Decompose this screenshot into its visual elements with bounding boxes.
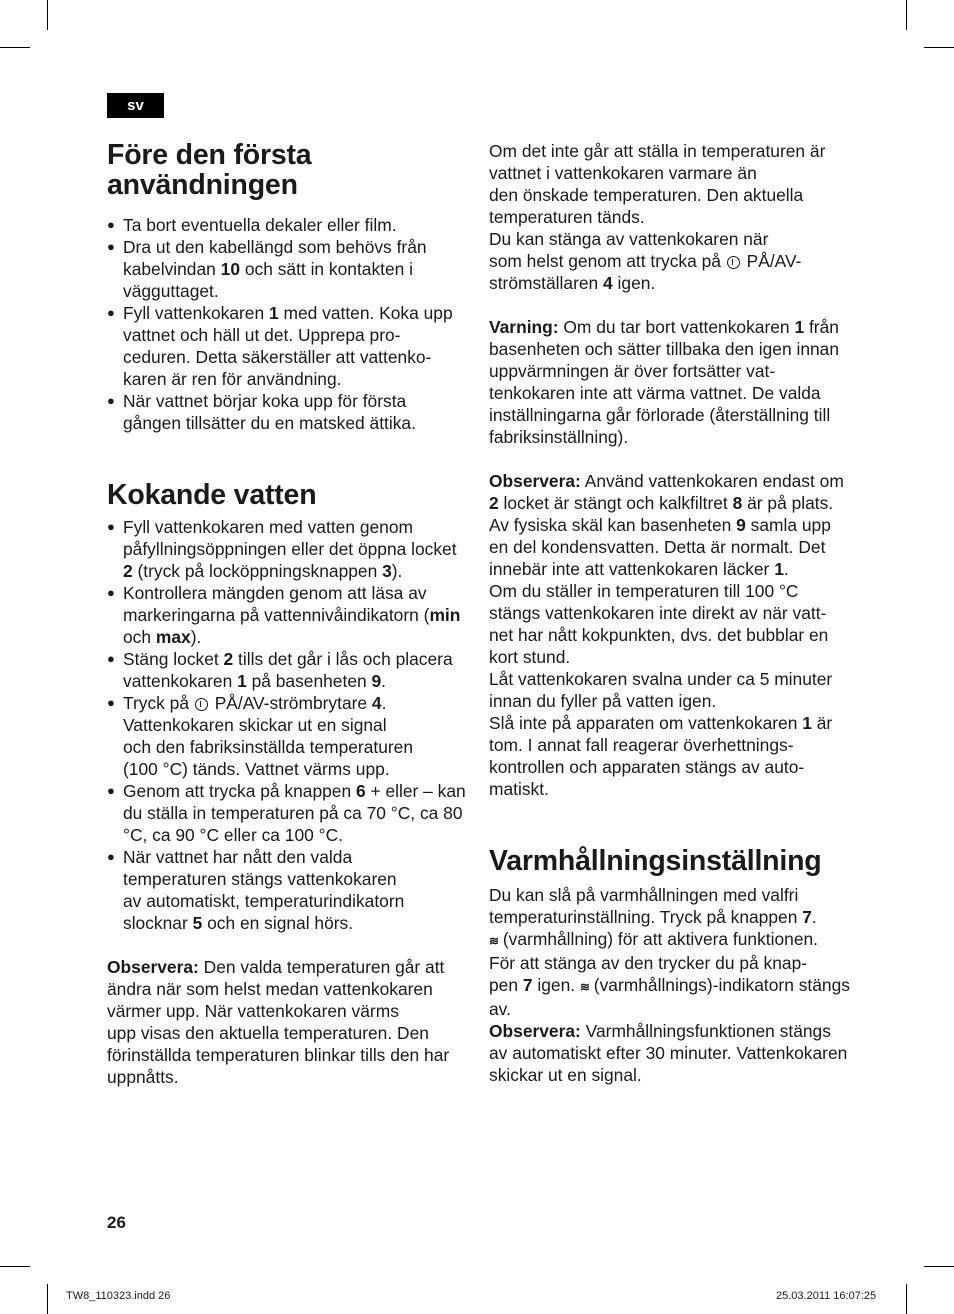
section-title-keep-warm: Varmhållningsinställning [489,845,822,877]
list-item: ● Kontrollera mängden genom att läsa av markeringarna på vattennivåindikatorn (min och max). [107,582,467,648]
paragraph: Du kan slå på varmhållningen med valfri temperaturinställning. Tryck på knappen 7. ≋ (varmhållning) för att aktivera funktionen. För att stänga av den trycker du på knap- pen 7 igen. ≋ (varmhållnings)-indikatorn stängs av. Observera: Varmhållningsfunktionen stängs av automatiskt efter 30 minuter. Vattenkokaren skickar ut en signal. [489,885,850,1085]
keep-warm-icon: ≋ [489,934,499,948]
list-item: ● Genom att trycka på knappen 6 + eller – kan du ställa in temperaturen på ca 70 °C, ca 80 °C, ca 90 °C eller ca 100 °C. [107,780,467,846]
page-number: 26 [107,1213,126,1232]
list-item: ● Fyll vattenkokaren 1 med vatten. Koka upp vattnet och häll ut det. Upprepa pro- ceduren. Detta säkerställer att vattenko- karen är ren för användning. [107,302,467,390]
left-column [107,140,467,1088]
warning-paragraph: Varning: Om du tar bort vattenkokaren 1 från basenheten och sätter tillbaka den igen innan uppvärmningen är över fortsätter vat- tenkokaren inte att värma vattnet. De valda inställningarna går förlorade (återställning till fabriksinställning). [489,317,840,447]
power-icon [195,698,208,711]
crop-mark [906,0,907,30]
keep-warm-icon: ≋ [579,980,589,994]
section-title-first-use: Före den första användningen [107,139,312,201]
section-title-boiling: Kokande vatten [107,479,317,511]
list-item: ● Fyll vattenkokaren med vatten genom påfyllningsöppningen eller det öppna locket 2 (tryck på locköppningsknappen 3). [107,516,467,582]
footer-file: TW8_110323.indd 26 [66,1290,171,1302]
crop-mark [924,1266,954,1267]
list-item: ● Dra ut den kabellängd som behövs från kabelvindan 10 och sätt in kontakten i vägguttaget. [107,236,467,302]
first-use-list [107,214,467,434]
list-item: ● Stäng locket 2 tills det går i lås och placera vattenkokaren 1 på basenheten 9. [107,648,467,692]
right-column [489,140,854,1086]
list-item: ● Ta bort eventuella dekaler eller film. [107,214,467,236]
crop-mark [47,1284,48,1314]
power-icon [727,256,740,269]
list-item: ● När vattnet börjar koka upp för första gången tillsätter du en matsked ättika. [107,390,467,434]
crop-mark [924,47,954,48]
note-paragraph: Observera: Använd vattenkokaren endast om 2 locket är stängt och kalkfiltret 8 är på plats. Av fysiska skäl kan basenheten 9 samla upp en del kondensvatten. Detta är normalt. Det innebär inte att vattenkokaren läcker 1. Om du ställer in temperaturen till 100 °C stängs vattenkokaren inte direkt av när vatt- net har nått kokpunkten, dvs. det bubblar en kort stund. Låt vattenkokaren svalna under ca 5 minuter innan du fyller på vatten igen. Slå inte på apparaten om vattenkokaren 1 är tom. I annat fall reagerar överhettnings- kontrollen och apparaten stängs av auto- matiskt. [489,471,844,799]
footer-timestamp: 25.03.2011 16:07:25 [776,1290,877,1302]
crop-mark [906,1284,907,1314]
crop-mark [0,47,30,48]
list-item: ● När vattnet har nått den valda temperaturen stängs vattenkokaren av automatiskt, temperaturindikatorn slocknar 5 och en signal hörs. [107,846,467,934]
boiling-list [107,516,467,934]
crop-mark [47,0,48,30]
list-item: ● Tryck på PÅ/AV-strömbrytare 4. Vattenkokaren skickar ut en signal och den fabriksinställda temperaturen (100 °C) tänds. Vattnet värms upp. [107,692,467,780]
language-tab: sv [107,93,164,118]
crop-mark [0,1266,30,1267]
paragraph: Om det inte går att ställa in temperaturen är vattnet i vattenkokaren varmare än den önskade temperaturen. Den aktuella temperaturen tänds. Du kan stänga av vattenkokaren när som helst genom att trycka på PÅ/AV- strömställaren 4 igen. [489,141,826,293]
note-paragraph: Observera: Den valda temperaturen går att ändra när som helst medan vattenkokaren värmer upp. När vattenkokaren värms upp visas den aktuella temperaturen. Den förinställda temperaturen blinkar tills den har uppnåtts. [107,957,450,1087]
